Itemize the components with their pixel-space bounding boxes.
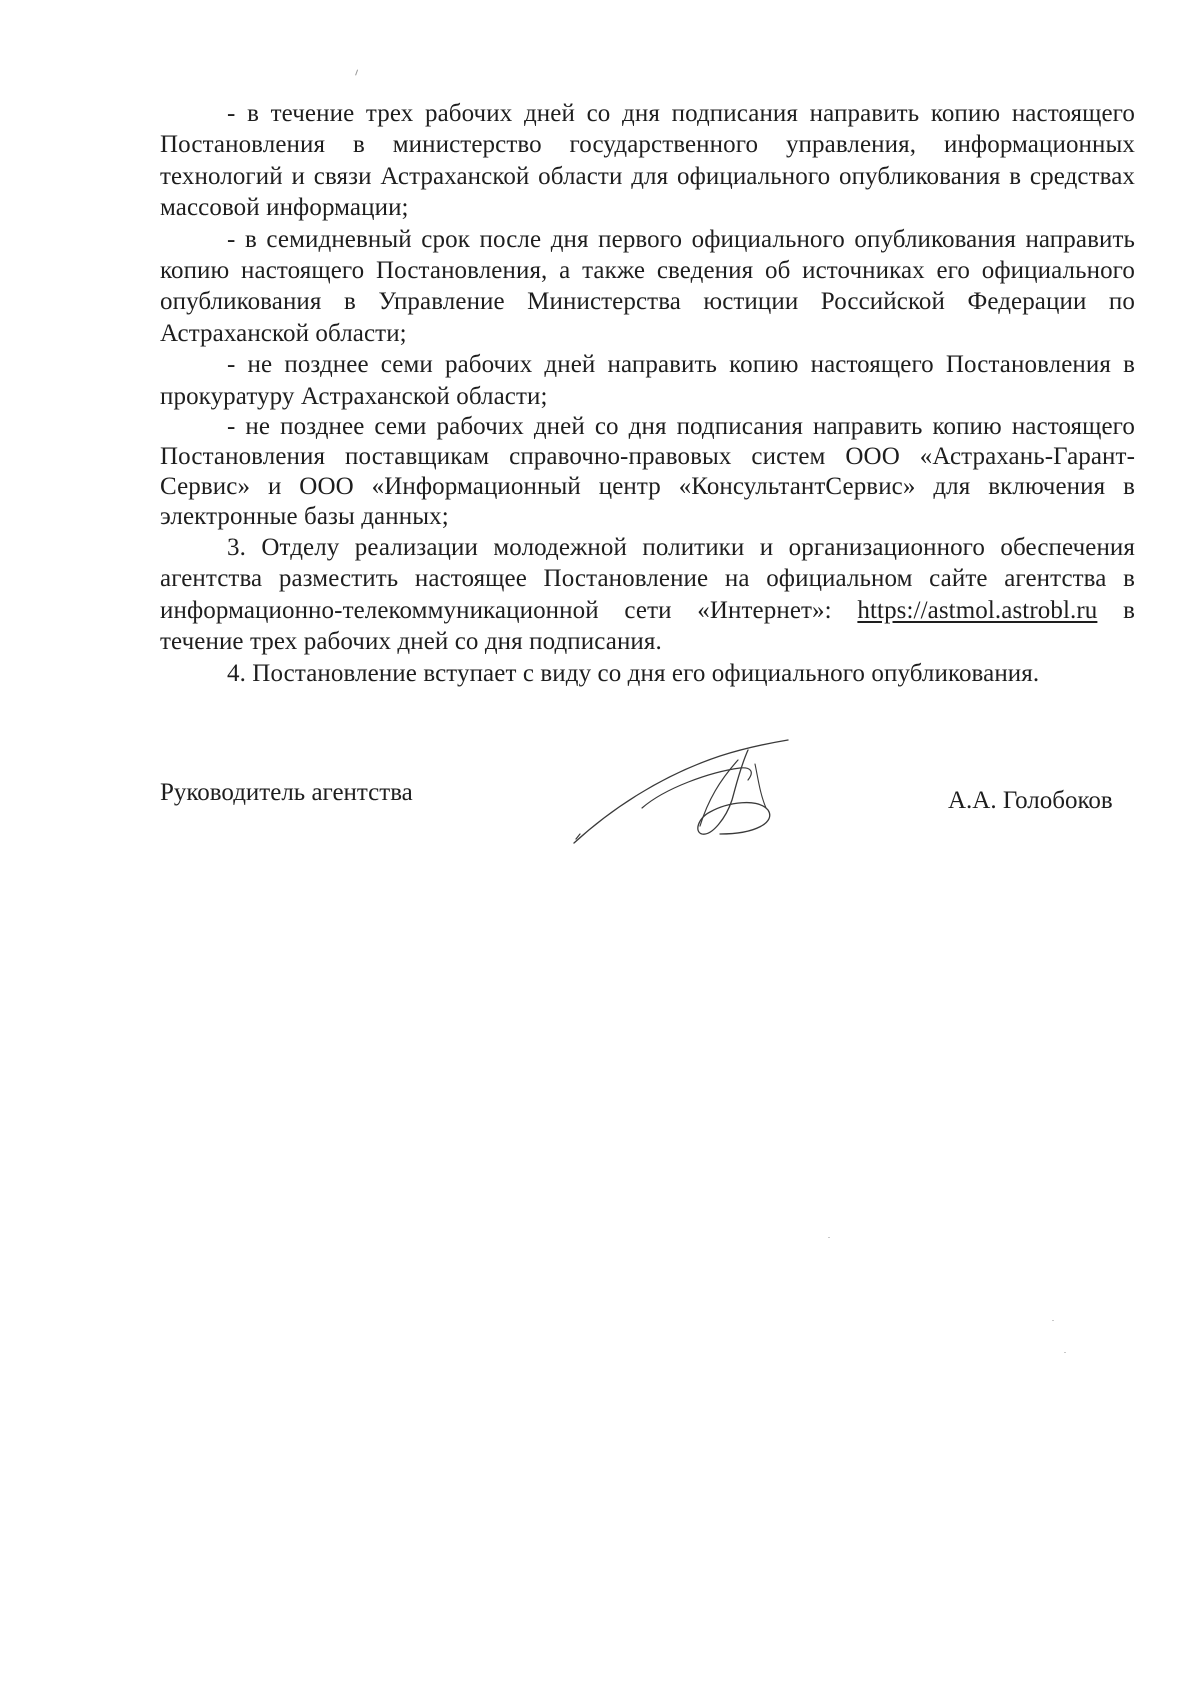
paragraph-copy-to-legal-systems: - не позднее семи рабочих дней со дня подписания направить копию настоящего Постановления поставщикам справочно-правовых систем ООО «Астрахань-Гарант-Сервис» и ООО «Информационный центр «КонсультантСервис» для включения в электронные базы данных;: [160, 413, 1135, 531]
scan-speck: [1064, 1352, 1066, 1353]
paragraph-copy-to-ministry: - в течение трех рабочих дней со дня подписания направить копию настоящего Постановления в министерство государственного управления, информационных технологий и связи Астраханской области для официального опубликования в средствах массовой информации;: [160, 100, 1135, 222]
handwritten-signature: [570, 738, 800, 848]
paragraph-entry-into-force: 4. Постановление вступает с виду со дня его официального опубликования.: [227, 659, 1040, 687]
paragraph-publish-on-website: [160, 532, 1135, 658]
signer-position: Руководитель агентства: [160, 779, 413, 806]
paragraph-publish-text: 3. Отделу реализации молодежной политики и организационного обеспечения агентства разместить настоящее Постановление на официальном сайте агентства в информационно-телекоммуникационной сети «Интернет»:: [160, 534, 1135, 624]
scan-speck: [828, 1237, 830, 1238]
paragraph-publish-suffix: в течение трех рабочих дней со дня подписания.: [160, 596, 1135, 656]
scan-speck: [1052, 1320, 1054, 1321]
paragraph-copy-to-prosecutor: - не позднее семи рабочих дней направить копию настоящего Постановления в прокуратуру Астраханской области;: [160, 351, 1135, 410]
paragraph-copy-to-justice-ministry: - в семидневный срок после дня первого официального опубликования направить копию настоящего Постановления, а также сведения об источниках его официального опубликования в Управление Министерства юстиции Российской Федерации по Астраханской области;: [160, 225, 1135, 347]
scan-speck: [355, 69, 361, 76]
website-link[interactable]: https://astmol.astrobl.ru: [857, 596, 1098, 624]
document-body: [160, 98, 1135, 689]
signer-name: А.А. Голобоков: [948, 787, 1113, 814]
